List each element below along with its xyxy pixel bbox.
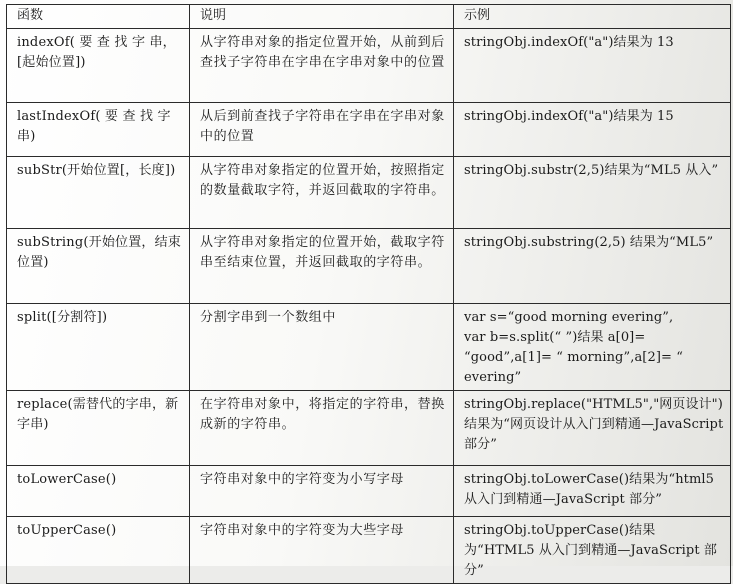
description-cell: 从后到前查找子字符串在字串在字串对象中的位置 [190,103,454,157]
function-cell: toLowerCase() [7,466,190,517]
table-row [7,304,731,391]
description-cell: 分割字串到一个数组中 [190,304,454,391]
example-line: stringObj.replace("HTML5","网页设计") 结果为“网页设计从入门到精通—JavaScript 部分” [464,397,724,452]
header-function: 函数 [7,5,190,29]
description-cell: 从字符串对象指定的位置开始，按照指定的数量截取字符，并返回截取的字符串。 [190,157,454,229]
example-cell [454,29,731,103]
example-line: stringObj.toLowerCase()结果为“html5 从入门到精通—JavaScript 部分” [464,472,715,507]
example-line: stringObj.substr(2,5)结果为“ML5 从入” [464,163,719,178]
function-cell: subString(开始位置，结束位置) [7,229,190,304]
example-cell [454,229,731,304]
function-cell: subStr(开始位置[，长度]) [7,157,190,229]
example-line: var b=s.split(“ ”)结果 a[0]= “good”,a[1]= “ morning”,a[2]= “ evering” [464,330,683,385]
function-cell: toUpperCase() [7,517,190,584]
example-line: stringObj.indexOf("a")结果为 15 [464,109,674,124]
function-cell: lastIndexOf( 要 查 找 字串) [7,103,190,157]
example-cell [454,103,731,157]
function-cell: indexOf( 要 查 找 字 串，[起始位置]) [7,29,190,103]
table-row [7,229,731,304]
function-cell: split([分割符]) [7,304,190,391]
table-row [7,517,731,584]
table-row [7,103,731,157]
example-line: stringObj.indexOf("a")结果为 13 [464,35,674,50]
example-line: stringObj.substring(2,5) 结果为“ML5” [464,235,714,250]
example-cell [454,391,731,466]
description-cell: 字符串对象中的字符变为大些字母 [190,517,454,584]
function-cell: replace(需替代的字串，新字串) [7,391,190,466]
string-methods-table [6,4,731,584]
example-line: var s=“good morning evering”, [464,310,674,325]
table-row [7,466,731,517]
description-cell: 从字符串对象的指定位置开始，从前到后查找子字符串在字串在字串对象中的位置 [190,29,454,103]
description-cell: 从字符串对象指定的位置开始，截取字符串至结束位置，并返回截取的字符串。 [190,229,454,304]
example-cell [454,517,731,584]
example-cell [454,157,731,229]
description-cell: 字符串对象中的字符变为小写字母 [190,466,454,517]
example-cell [454,466,731,517]
example-cell [454,304,731,391]
table-row [7,157,731,229]
table-row [7,391,731,466]
table-row [7,29,731,103]
description-cell: 在字符串对象中，将指定的字符串，替换成新的字符串。 [190,391,454,466]
header-description: 说明 [190,5,454,29]
table-header-row [7,5,731,29]
example-line: stringObj.toUpperCase()结果为“HTML5 从入门到精通—JavaScript 部分” [464,523,717,578]
header-example: 示例 [454,5,731,29]
